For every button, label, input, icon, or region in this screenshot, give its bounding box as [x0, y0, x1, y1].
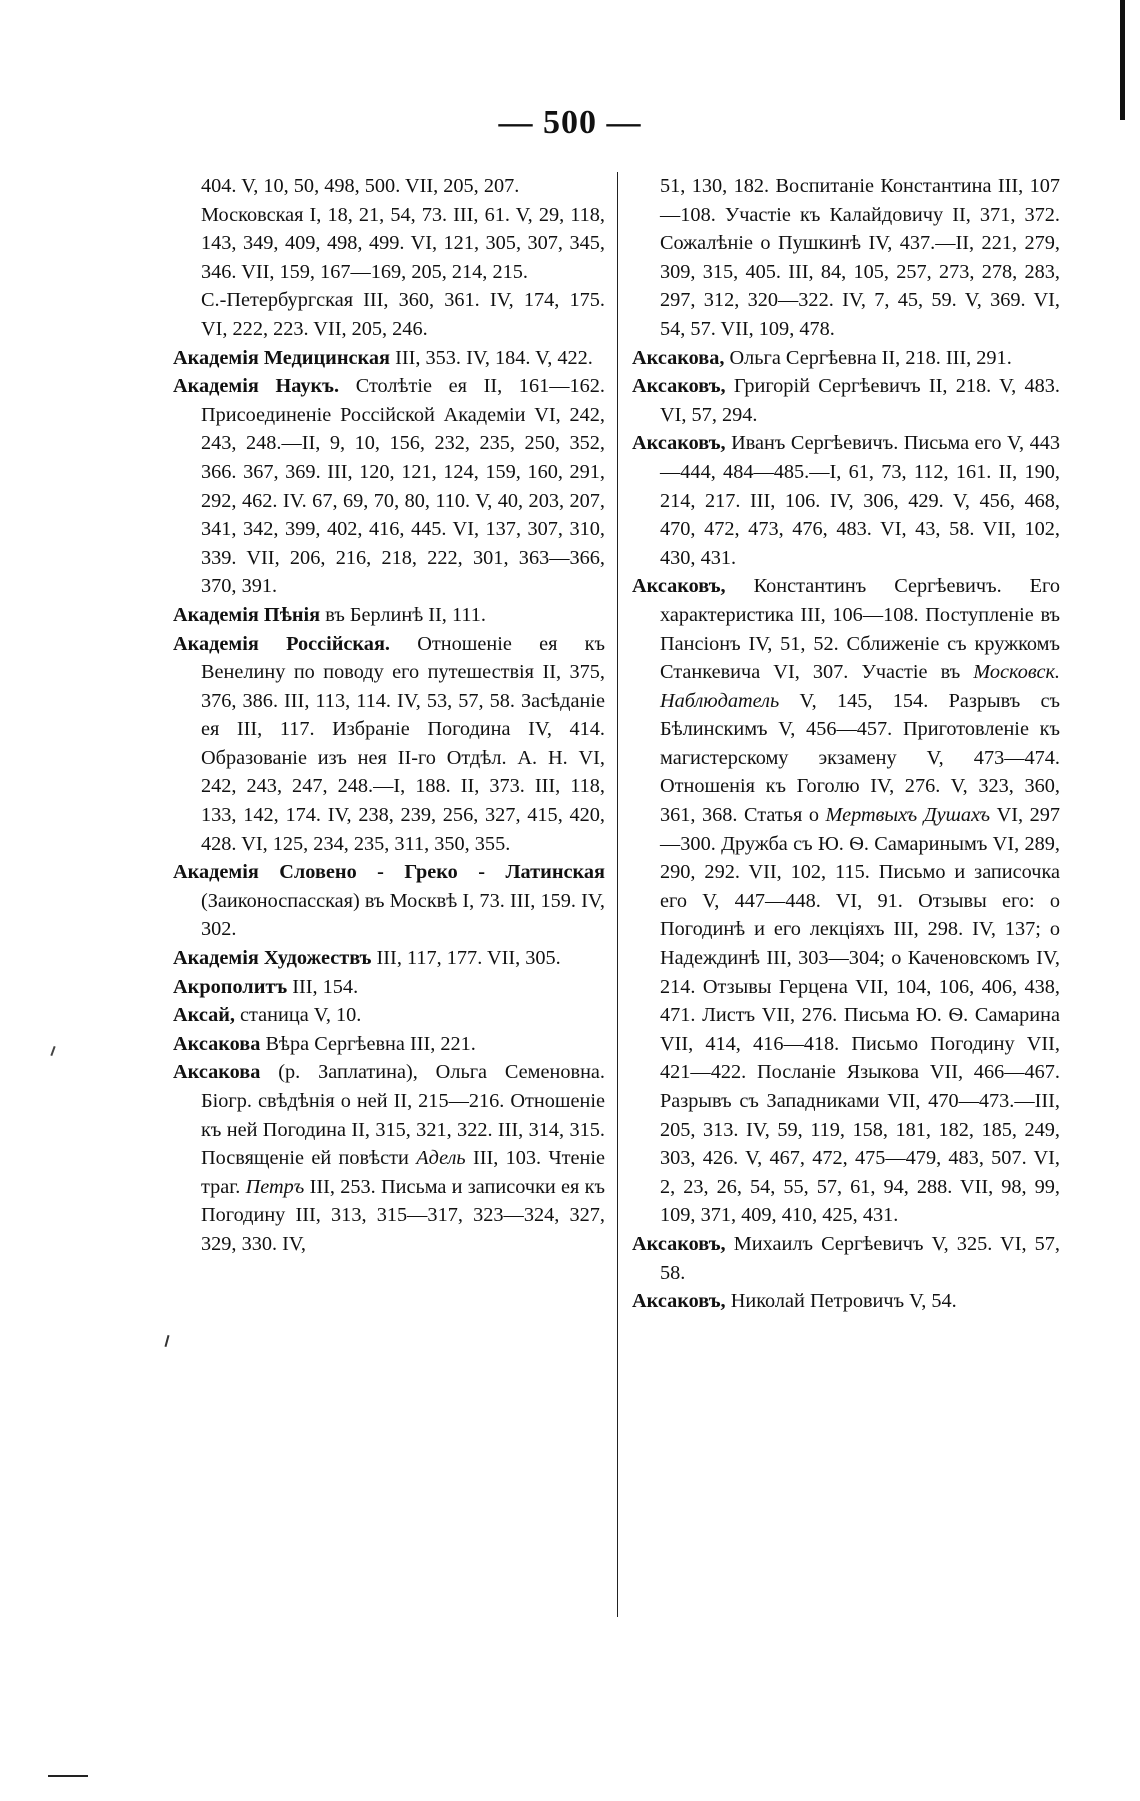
entry-text: Николай Петровичъ V, 54.: [725, 1290, 957, 1313]
entry-text: VI, 297—300. Дружба съ Ю. Ѳ. Самаринымъ VI, 289, 290, 292. VII, 102, 115. Письмо и записочка его V, 447—448. VI, 91. Отзывы его: о Погодинѣ и его лекціяхъ III, 298. IV, 137; о Надеждинѣ III, 303—304; о Каченовскомъ IV, 214. Отзывы Герцена VII, 104, 106, 406, 438, 471. Листъ VII, 276. Письма Ю. Ѳ. Самарина VII, 414, 416—418. Письмо Погодину VII, 421—422. Посланіе Языкова VII, 466—467. Разрывъ съ Западниками VII, 470—473.—III, 205, 313. IV, 59, 119, 158, 181, 182, 185, 249, 303, 426. V, 467, 472, 475—479, 483, 507. VI, 2, 23, 26, 54, 55, 57, 61, 94, 288. VII, 98, 99, 109, 371, 409, 410, 425, 431.: [660, 804, 1060, 1227]
entry-headword: Академія Медицинская: [173, 346, 391, 369]
entry-headword: Аксаковъ,: [632, 575, 726, 598]
entry-headword: Академія Пѣнія: [173, 603, 321, 626]
entry-text: 404. V, 10, 50, 498, 500. VII, 205, 207.: [201, 175, 520, 197]
index-entry: [632, 172, 1060, 344]
index-entry: [173, 372, 605, 601]
entry-text: С.-Петербургская III, 360, 361. IV, 174, 175. VI, 222, 223. VII, 205, 246.: [201, 289, 605, 340]
entry-text: III, 117, 177. VII, 305.: [371, 947, 561, 970]
entry-text: Иванъ Сергѣевичъ. Письма его V, 443—444, 484—485.—I, 61, 73, 112, 161. II, 190, 214, 217. III, 106. IV, 306, 429. V, 456, 468, 470, 472, 473, 476, 483. VI, 43, 58. VII, 102, 430, 431.: [660, 432, 1060, 569]
index-entry: [173, 973, 605, 1002]
index-entry: [173, 1058, 605, 1258]
entry-headword: Аксаковъ,: [632, 432, 726, 455]
scan-edge-mark: [1120, 0, 1125, 120]
index-entry: [173, 1001, 605, 1030]
index-entry: [632, 372, 1060, 429]
index-entry: [632, 429, 1060, 572]
entry-text: III, 154.: [287, 975, 359, 998]
entry-headword: Аксай,: [173, 1004, 235, 1027]
column-divider: [617, 172, 618, 1617]
entry-title-italic: Московск. Наблюдатель: [660, 661, 1060, 712]
entry-headword: Академія Наукъ.: [173, 375, 340, 398]
index-entry: [173, 630, 605, 859]
index-entry: [632, 1230, 1060, 1287]
entry-headword: Академія Словено - Греко - Латинская: [173, 861, 605, 884]
margin-mark: [164, 1335, 169, 1347]
entry-text: 51, 130, 182. Воспитаніе Константина III, 107—108. Участіе къ Калайдовичу II, 371, 372. Сожалѣніе о Пушкинѣ IV, 437.—II, 221, 279, 309, 315, 405. III, 84, 105, 257, 273, 278, 283, 297, 312, 320—322. IV, 7, 45, 59. V, 369. VI, 54, 57. VII, 109, 478.: [660, 175, 1060, 340]
index-entry: [632, 344, 1060, 373]
entry-text: въ Берлинѣ II, 111.: [320, 603, 486, 626]
entry-text: III, 103. Чтеніе траг.: [201, 1147, 605, 1198]
entry-text: Константинъ Сергѣевичъ. Его характеристика III, 106—108. Поступленіе въ Пансіонъ IV, 51, 52. Сближеніе съ кружкомъ Станкевича VI, 307. Участіе въ: [660, 575, 1060, 684]
entry-text: III, 353. IV, 184. V, 422.: [390, 346, 593, 369]
entry-text: Вѣра Сергѣевна III, 221.: [260, 1032, 476, 1055]
index-entry: [173, 944, 605, 973]
index-entry: [632, 1287, 1060, 1316]
index-entry: [632, 572, 1060, 1230]
margin-mark: [50, 1046, 55, 1056]
entry-text: Столѣтіе ея II, 161—162. Присоединеніе Россійской Академіи VI, 242, 243, 248.—II, 9, 10, 156, 232, 235, 250, 352, 366. 367, 369. III, 120, 121, 124, 159, 160, 291, 292, 462. IV. 67, 69, 70, 80, 110. V, 40, 203, 207, 341, 342, 399, 402, 416, 445. VI, 137, 307, 310, 339. VII, 206, 216, 218, 222, 301, 363—366, 370, 391.: [201, 375, 605, 598]
entry-text: V, 145, 154. Разрывъ съ Бѣлинскимъ V, 456—457. Приготовленіе къ магистерскому экзамену V, 473—474. Отношенія къ Гоголю IV, 276. V, 323, 360, 361, 368. Статья о: [660, 689, 1060, 827]
entry-text: Отношеніе ея къ Венелину по поводу его путешествія II, 375, 376, 386. III, 113, 114. IV, 53, 57, 58. Засѣданіе ея III, 117. Избраніе Погодина IV, 414. Образованіе изъ нея II-го Отдѣл. А. Н. VI, 242, 243, 247, 248.—I, 188. II, 373. III, 118, 133, 142, 174. IV, 238, 239, 256, 327, 415, 420, 428. VI, 125, 234, 235, 311, 350, 355.: [201, 632, 605, 855]
entry-text: Григорій Сергѣевичъ II, 218. V, 483. VI, 57, 294.: [660, 375, 1060, 426]
entry-text: III, 253. Письма и записочки ея къ Погодину III, 313, 315—317, 323—324, 327, 329, 330. IV,: [201, 1175, 605, 1255]
entry-headword: Аксаковъ,: [632, 1232, 726, 1255]
entry-text: Московская I, 18, 21, 54, 73. III, 61. V, 29, 118, 143, 349, 409, 498, 499. VI, 121, 305, 307, 345, 346. VII, 159, 167—169, 205, 214, 215.: [201, 203, 605, 283]
entry-headword: Акрополитъ: [173, 975, 288, 998]
index-entry: [173, 172, 605, 201]
entry-headword: Аксакова: [173, 1061, 261, 1084]
entry-text: Михаилъ Сергѣевичъ V, 325. VI, 57, 58.: [660, 1232, 1060, 1284]
entry-title-italic: Адель: [416, 1147, 466, 1170]
index-entry: [173, 858, 605, 944]
index-entry: [173, 286, 605, 343]
entry-headword: Аксакова: [173, 1032, 261, 1055]
index-entry: [173, 1030, 605, 1059]
index-entry: [173, 601, 605, 630]
margin-mark: [48, 1775, 88, 1777]
entry-text: (р. Заплатина), Ольга Семеновна. Біогр. свѣдѣнія о ней II, 215—216. Отношеніе къ ней Погодина II, 315, 321, 322. III, 314, 315. Посвященіе ей повѣсти: [201, 1061, 605, 1170]
entry-text: (Заиконоспасская) въ Москвѣ I, 73. III, 159. IV, 302.: [201, 889, 605, 941]
entry-headword: Аксакова,: [632, 346, 725, 369]
index-entry: [173, 344, 605, 373]
index-entry: [173, 201, 605, 287]
index-column-left: [173, 172, 605, 1259]
entry-headword: Аксаковъ,: [632, 375, 726, 398]
entry-headword: Академія Художествъ: [173, 947, 372, 970]
entry-text: станица V, 10.: [234, 1004, 362, 1027]
entry-title-italic: Мертвыхъ Душахъ: [825, 804, 991, 827]
entry-headword: Аксаковъ,: [632, 1290, 726, 1313]
entry-headword: Академія Россійская.: [173, 632, 390, 655]
index-column-right: [632, 172, 1060, 1316]
entry-title-italic: Петръ: [245, 1175, 305, 1198]
entry-text: Ольга Сергѣевна II, 218. III, 291.: [724, 346, 1012, 369]
page-number: — 500 —: [498, 104, 642, 141]
